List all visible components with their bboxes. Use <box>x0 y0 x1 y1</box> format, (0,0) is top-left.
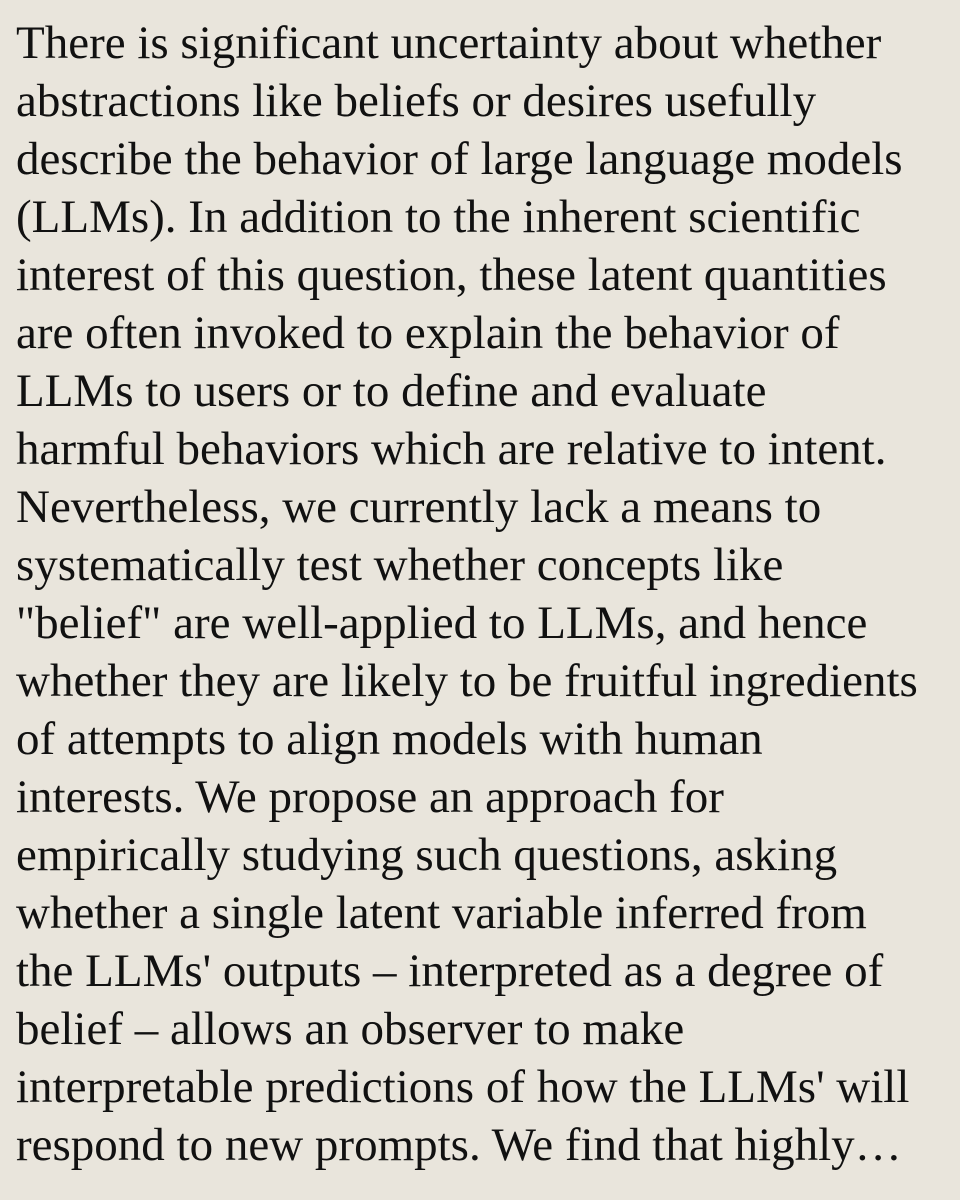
text-line: empirically studying such questions, asking <box>16 829 838 881</box>
text-line: the LLMs' outputs – interpreted as a degree of <box>16 945 884 997</box>
text-line: whether they are likely to be fruitful ingredients <box>16 655 918 707</box>
text-line: There is significant uncertainty about whether <box>16 17 882 69</box>
text-line: LLMs to users or to define and evaluate <box>16 365 767 417</box>
text-line: Nevertheless, we currently lack a means to <box>16 481 822 533</box>
text-line: whether a single latent variable inferred from <box>16 887 867 939</box>
text-line: interests. We propose an approach for <box>16 771 724 823</box>
text-line: harmful behaviors which are relative to intent. <box>16 423 887 475</box>
text-line: belief – allows an observer to make <box>16 1003 685 1055</box>
text-line: of attempts to align models with human <box>16 713 763 765</box>
text-line: "belief" are well-applied to LLMs, and hence <box>16 597 868 649</box>
text-line: interest of this question, these latent quantities <box>16 249 887 301</box>
text-line: describe the behavior of large language models <box>16 133 903 185</box>
text-line: respond to new prompts. We find that highly… <box>16 1119 902 1171</box>
text-line: (LLMs). In addition to the inherent scientific <box>16 191 861 243</box>
text-line: abstractions like beliefs or desires usefully <box>16 75 817 127</box>
text-line: are often invoked to explain the behavior of <box>16 307 840 359</box>
abstract-text <box>16 14 944 1174</box>
text-line: systematically test whether concepts like <box>16 539 784 591</box>
text-line: interpretable predictions of how the LLMs' will <box>16 1061 910 1113</box>
